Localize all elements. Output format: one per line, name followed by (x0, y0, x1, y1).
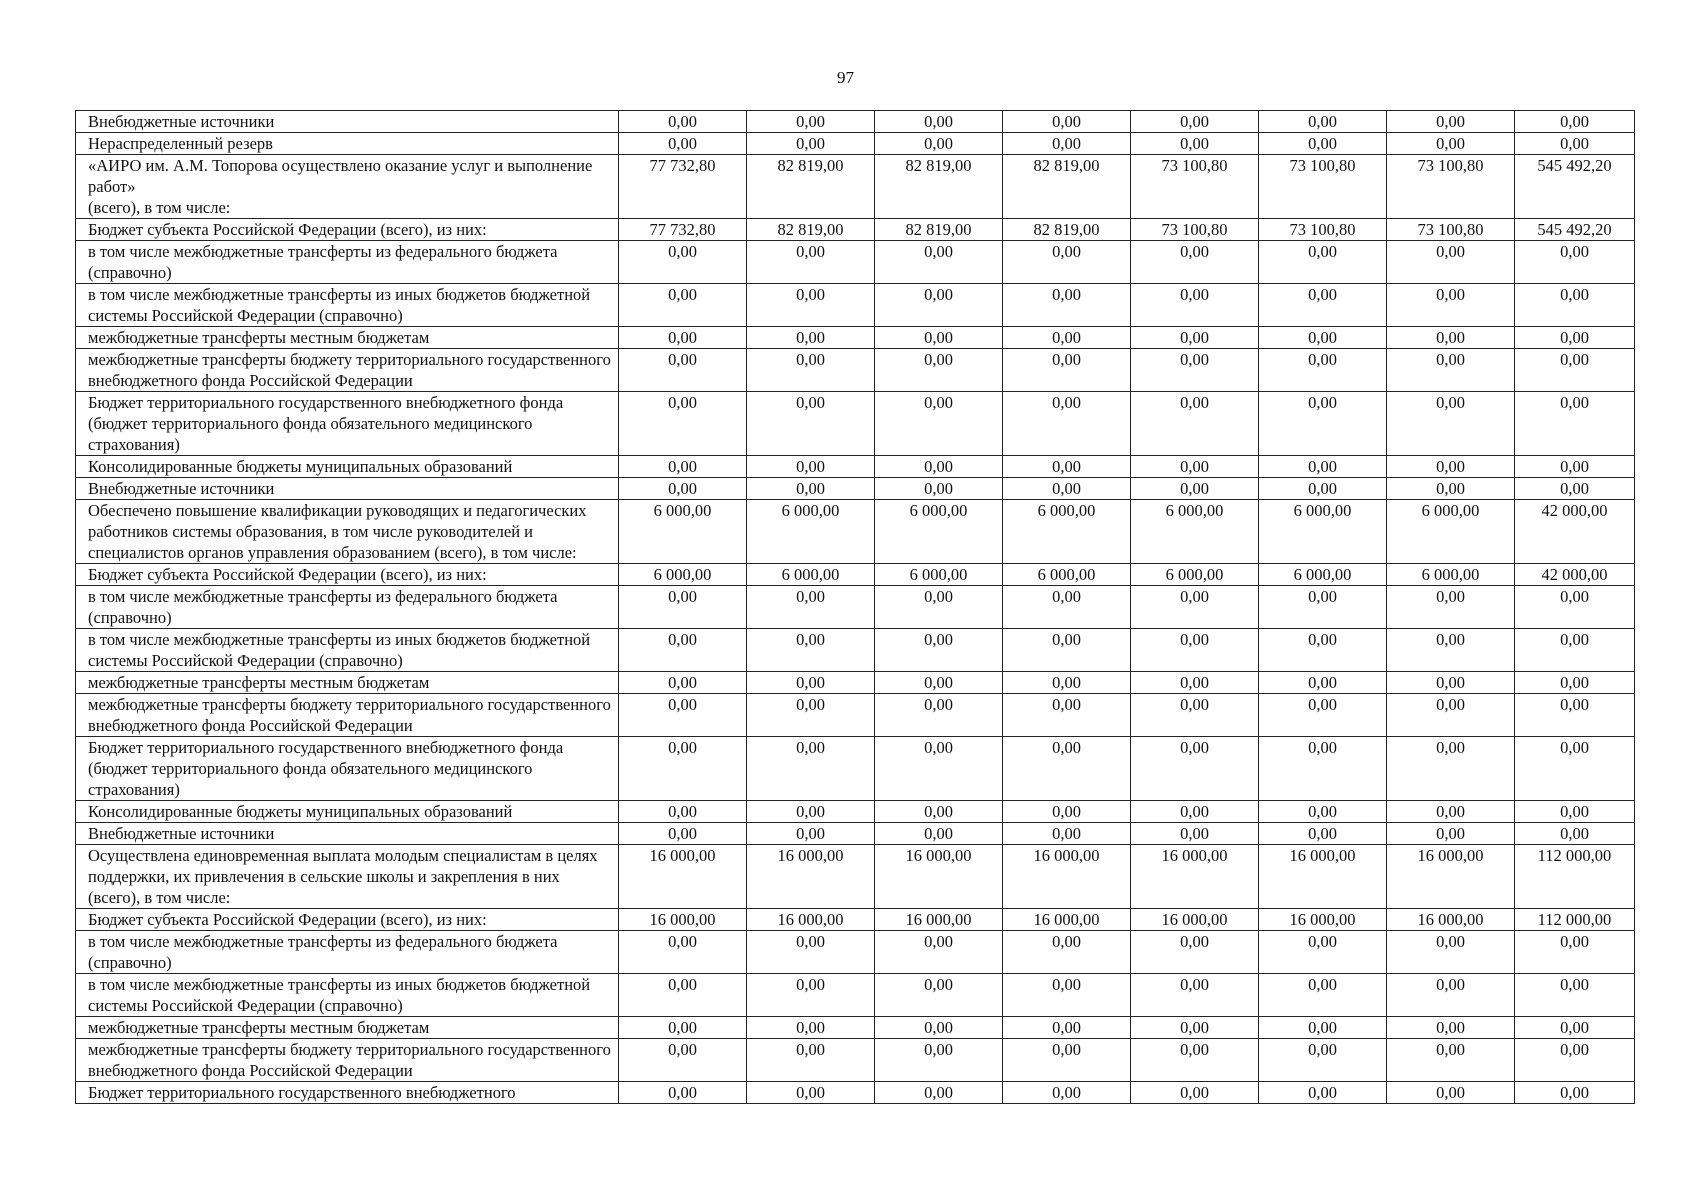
row-label: в том числе межбюджетные трансферты из федерального бюджета (справочно) (76, 931, 619, 974)
table-row (76, 586, 1635, 629)
value-cell: 0,00 (619, 327, 747, 349)
value-cell: 6 000,00 (875, 564, 1003, 586)
value-cell: 0,00 (1259, 737, 1387, 801)
value-cell: 0,00 (619, 931, 747, 974)
table-row (76, 478, 1635, 500)
value-cell: 0,00 (875, 241, 1003, 284)
page-number: 97 (837, 68, 854, 87)
table-row (76, 1039, 1635, 1082)
value-cell: 0,00 (875, 737, 1003, 801)
value-cell: 0,00 (875, 133, 1003, 155)
value-cell: 0,00 (1003, 823, 1131, 845)
value-cell: 0,00 (1131, 931, 1259, 974)
table-row (76, 801, 1635, 823)
value-cell: 6 000,00 (1003, 564, 1131, 586)
value-cell: 0,00 (1003, 672, 1131, 694)
row-label: Внебюджетные источники (76, 823, 619, 845)
value-cell: 0,00 (1387, 694, 1515, 737)
value-cell: 16 000,00 (1003, 845, 1131, 909)
value-cell: 42 000,00 (1515, 564, 1635, 586)
value-cell: 6 000,00 (747, 500, 875, 564)
value-cell: 16 000,00 (619, 845, 747, 909)
value-cell: 0,00 (1003, 133, 1131, 155)
row-label: Внебюджетные источники (76, 111, 619, 133)
value-cell: 0,00 (1131, 478, 1259, 500)
value-cell: 0,00 (1515, 349, 1635, 392)
value-cell: 77 732,80 (619, 155, 747, 219)
value-cell: 0,00 (747, 392, 875, 456)
value-cell: 0,00 (1259, 133, 1387, 155)
value-cell: 0,00 (1259, 111, 1387, 133)
table-row (76, 327, 1635, 349)
value-cell: 42 000,00 (1515, 500, 1635, 564)
value-cell: 0,00 (875, 1017, 1003, 1039)
value-cell: 0,00 (875, 586, 1003, 629)
value-cell: 0,00 (1387, 327, 1515, 349)
value-cell: 0,00 (1259, 823, 1387, 845)
value-cell: 0,00 (747, 111, 875, 133)
value-cell: 16 000,00 (875, 909, 1003, 931)
value-cell: 0,00 (1515, 1017, 1635, 1039)
value-cell: 16 000,00 (1131, 845, 1259, 909)
value-cell: 0,00 (1003, 111, 1131, 133)
value-cell: 0,00 (1515, 456, 1635, 478)
table-row (76, 1082, 1635, 1104)
value-cell: 0,00 (1003, 629, 1131, 672)
value-cell: 0,00 (875, 1039, 1003, 1082)
value-cell: 0,00 (1387, 801, 1515, 823)
value-cell: 0,00 (1387, 1039, 1515, 1082)
row-label: Обеспечено повышение квалификации руководящих и педагогических работников системы образования, в том числе руководителей и специалистов органов управления образованием (всего), в том числе: (76, 500, 619, 564)
value-cell: 0,00 (1387, 284, 1515, 327)
value-cell: 0,00 (747, 672, 875, 694)
value-cell: 0,00 (747, 586, 875, 629)
value-cell: 0,00 (1387, 456, 1515, 478)
value-cell: 0,00 (747, 133, 875, 155)
value-cell: 0,00 (747, 284, 875, 327)
value-cell: 82 819,00 (1003, 219, 1131, 241)
value-cell: 82 819,00 (1003, 155, 1131, 219)
row-label: Бюджет территориального государственного внебюджетного (76, 1082, 619, 1104)
table-row (76, 155, 1635, 219)
value-cell: 0,00 (619, 629, 747, 672)
value-cell: 0,00 (747, 737, 875, 801)
value-cell: 0,00 (1003, 349, 1131, 392)
value-cell: 0,00 (1259, 1082, 1387, 1104)
value-cell: 0,00 (875, 629, 1003, 672)
value-cell: 0,00 (1131, 349, 1259, 392)
value-cell: 0,00 (1003, 327, 1131, 349)
value-cell: 0,00 (1515, 931, 1635, 974)
table-row (76, 241, 1635, 284)
value-cell: 545 492,20 (1515, 219, 1635, 241)
value-cell: 0,00 (1387, 478, 1515, 500)
value-cell: 0,00 (1131, 1082, 1259, 1104)
value-cell: 16 000,00 (747, 845, 875, 909)
value-cell: 0,00 (1387, 133, 1515, 155)
value-cell: 0,00 (747, 327, 875, 349)
value-cell: 0,00 (1259, 974, 1387, 1017)
value-cell: 16 000,00 (1259, 845, 1387, 909)
value-cell: 0,00 (1131, 586, 1259, 629)
value-cell: 0,00 (619, 672, 747, 694)
value-cell: 73 100,80 (1387, 155, 1515, 219)
value-cell: 0,00 (1387, 586, 1515, 629)
value-cell: 0,00 (1259, 629, 1387, 672)
table-row (76, 349, 1635, 392)
value-cell: 0,00 (1003, 737, 1131, 801)
value-cell: 0,00 (1131, 327, 1259, 349)
value-cell: 0,00 (1515, 392, 1635, 456)
value-cell: 0,00 (1515, 284, 1635, 327)
row-label: «АИРО им. А.М. Топорова осуществлено оказание услуг и выполнение работ» (всего), в том числе: (76, 155, 619, 219)
value-cell: 112 000,00 (1515, 909, 1635, 931)
value-cell: 0,00 (747, 1017, 875, 1039)
value-cell: 0,00 (619, 456, 747, 478)
value-cell: 0,00 (875, 672, 1003, 694)
value-cell: 0,00 (1515, 478, 1635, 500)
value-cell: 0,00 (747, 478, 875, 500)
value-cell: 0,00 (1259, 349, 1387, 392)
table-row (76, 845, 1635, 909)
value-cell: 0,00 (1131, 111, 1259, 133)
row-label: в том числе межбюджетные трансферты из федерального бюджета (справочно) (76, 586, 619, 629)
value-cell: 0,00 (619, 801, 747, 823)
value-cell: 0,00 (1515, 327, 1635, 349)
value-cell: 0,00 (1259, 801, 1387, 823)
table-row (76, 500, 1635, 564)
value-cell: 0,00 (1259, 931, 1387, 974)
row-label: Внебюджетные источники (76, 478, 619, 500)
value-cell: 16 000,00 (619, 909, 747, 931)
value-cell: 0,00 (747, 629, 875, 672)
value-cell: 0,00 (875, 694, 1003, 737)
table-row (76, 909, 1635, 931)
value-cell: 0,00 (1387, 1017, 1515, 1039)
value-cell: 73 100,80 (1387, 219, 1515, 241)
value-cell: 0,00 (1387, 349, 1515, 392)
row-label: в том числе межбюджетные трансферты из иных бюджетов бюджетной системы Российской Федерации (справочно) (76, 974, 619, 1017)
value-cell: 0,00 (747, 1082, 875, 1104)
value-cell: 16 000,00 (747, 909, 875, 931)
value-cell: 0,00 (1003, 694, 1131, 737)
value-cell: 0,00 (619, 1082, 747, 1104)
budget-table-body (76, 111, 1635, 1104)
value-cell: 0,00 (619, 133, 747, 155)
value-cell: 0,00 (1003, 931, 1131, 974)
value-cell: 0,00 (619, 1017, 747, 1039)
value-cell: 0,00 (1003, 1017, 1131, 1039)
value-cell: 82 819,00 (875, 155, 1003, 219)
value-cell: 0,00 (875, 801, 1003, 823)
value-cell: 16 000,00 (1387, 845, 1515, 909)
budget-table (75, 110, 1635, 1104)
value-cell: 0,00 (619, 241, 747, 284)
value-cell: 0,00 (1131, 801, 1259, 823)
value-cell: 0,00 (1387, 737, 1515, 801)
value-cell: 0,00 (747, 823, 875, 845)
value-cell: 0,00 (1003, 241, 1131, 284)
table-row (76, 456, 1635, 478)
value-cell: 0,00 (1003, 284, 1131, 327)
value-cell: 0,00 (875, 392, 1003, 456)
value-cell: 0,00 (747, 931, 875, 974)
value-cell: 0,00 (1259, 456, 1387, 478)
value-cell: 0,00 (1387, 241, 1515, 284)
value-cell: 0,00 (1003, 974, 1131, 1017)
value-cell: 82 819,00 (747, 219, 875, 241)
value-cell: 0,00 (1259, 284, 1387, 327)
value-cell: 6 000,00 (619, 564, 747, 586)
value-cell: 6 000,00 (619, 500, 747, 564)
value-cell: 16 000,00 (1131, 909, 1259, 931)
value-cell: 0,00 (1131, 629, 1259, 672)
value-cell: 0,00 (1003, 392, 1131, 456)
value-cell: 6 000,00 (1131, 500, 1259, 564)
value-cell: 0,00 (1003, 1039, 1131, 1082)
table-row (76, 823, 1635, 845)
value-cell: 0,00 (1131, 672, 1259, 694)
value-cell: 0,00 (619, 974, 747, 1017)
value-cell: 6 000,00 (1387, 564, 1515, 586)
value-cell: 0,00 (1515, 672, 1635, 694)
value-cell: 0,00 (1003, 801, 1131, 823)
value-cell: 6 000,00 (1259, 564, 1387, 586)
value-cell: 0,00 (1003, 1082, 1131, 1104)
value-cell: 0,00 (747, 1039, 875, 1082)
value-cell: 0,00 (1387, 111, 1515, 133)
row-label: Консолидированные бюджеты муниципальных образований (76, 801, 619, 823)
row-label: Бюджет субъекта Российской Федерации (всего), из них: (76, 564, 619, 586)
value-cell: 0,00 (619, 284, 747, 327)
value-cell: 0,00 (747, 801, 875, 823)
value-cell: 0,00 (1515, 694, 1635, 737)
value-cell: 0,00 (747, 974, 875, 1017)
row-label: Бюджет субъекта Российской Федерации (всего), из них: (76, 909, 619, 931)
value-cell: 6 000,00 (747, 564, 875, 586)
value-cell: 0,00 (1515, 586, 1635, 629)
value-cell: 0,00 (875, 284, 1003, 327)
table-row (76, 392, 1635, 456)
value-cell: 0,00 (619, 586, 747, 629)
value-cell: 16 000,00 (1387, 909, 1515, 931)
table-row (76, 1017, 1635, 1039)
value-cell: 0,00 (1387, 629, 1515, 672)
value-cell: 0,00 (1515, 241, 1635, 284)
value-cell: 0,00 (1515, 737, 1635, 801)
table-row (76, 737, 1635, 801)
value-cell: 0,00 (1515, 111, 1635, 133)
value-cell: 0,00 (1131, 974, 1259, 1017)
value-cell: 0,00 (1131, 284, 1259, 327)
value-cell: 0,00 (1131, 133, 1259, 155)
value-cell: 0,00 (1515, 974, 1635, 1017)
value-cell: 82 819,00 (747, 155, 875, 219)
row-label: в том числе межбюджетные трансферты из федерального бюджета (справочно) (76, 241, 619, 284)
value-cell: 6 000,00 (1259, 500, 1387, 564)
value-cell: 0,00 (1515, 801, 1635, 823)
value-cell: 0,00 (875, 456, 1003, 478)
value-cell: 77 732,80 (619, 219, 747, 241)
table-row (76, 284, 1635, 327)
value-cell: 0,00 (1515, 1039, 1635, 1082)
value-cell: 6 000,00 (1387, 500, 1515, 564)
value-cell: 0,00 (619, 737, 747, 801)
table-row (76, 931, 1635, 974)
table-row (76, 219, 1635, 241)
value-cell: 0,00 (619, 1039, 747, 1082)
value-cell: 0,00 (875, 1082, 1003, 1104)
value-cell: 0,00 (1131, 1017, 1259, 1039)
table-row (76, 694, 1635, 737)
value-cell: 0,00 (619, 111, 747, 133)
value-cell: 16 000,00 (1003, 909, 1131, 931)
table-row (76, 564, 1635, 586)
table-row (76, 629, 1635, 672)
row-label: межбюджетные трансферты местным бюджетам (76, 327, 619, 349)
value-cell: 0,00 (1387, 931, 1515, 974)
value-cell: 0,00 (875, 111, 1003, 133)
value-cell: 0,00 (875, 931, 1003, 974)
row-label: Нераспределенный резерв (76, 133, 619, 155)
row-label: Консолидированные бюджеты муниципальных образований (76, 456, 619, 478)
value-cell: 0,00 (1003, 478, 1131, 500)
value-cell: 0,00 (1259, 478, 1387, 500)
value-cell: 0,00 (619, 349, 747, 392)
value-cell: 6 000,00 (1003, 500, 1131, 564)
row-label: межбюджетные трансферты местным бюджетам (76, 672, 619, 694)
value-cell: 16 000,00 (1259, 909, 1387, 931)
value-cell: 0,00 (875, 478, 1003, 500)
value-cell: 16 000,00 (875, 845, 1003, 909)
value-cell: 0,00 (875, 327, 1003, 349)
value-cell: 0,00 (1003, 586, 1131, 629)
value-cell: 0,00 (1515, 1082, 1635, 1104)
value-cell: 0,00 (619, 823, 747, 845)
value-cell: 73 100,80 (1259, 219, 1387, 241)
value-cell: 0,00 (619, 694, 747, 737)
value-cell: 0,00 (875, 823, 1003, 845)
value-cell: 0,00 (1387, 672, 1515, 694)
row-label: Осуществлена единовременная выплата молодым специалистам в целях поддержки, их привлечения в сельские школы и закрепления в них (всего), в том числе: (76, 845, 619, 909)
row-label: межбюджетные трансферты бюджету территориального государственного внебюджетного фонда Российской Федерации (76, 694, 619, 737)
value-cell: 0,00 (747, 241, 875, 284)
value-cell: 112 000,00 (1515, 845, 1635, 909)
value-cell: 0,00 (1387, 392, 1515, 456)
value-cell: 0,00 (1003, 456, 1131, 478)
value-cell: 0,00 (1131, 241, 1259, 284)
row-label: Бюджет субъекта Российской Федерации (всего), из них: (76, 219, 619, 241)
value-cell: 0,00 (747, 694, 875, 737)
value-cell: 82 819,00 (875, 219, 1003, 241)
value-cell: 0,00 (1515, 133, 1635, 155)
value-cell: 0,00 (1259, 327, 1387, 349)
value-cell: 0,00 (1131, 1039, 1259, 1082)
value-cell: 0,00 (747, 456, 875, 478)
row-label: межбюджетные трансферты бюджету территориального государственного внебюджетного фонда Российской Федерации (76, 1039, 619, 1082)
row-label: в том числе межбюджетные трансферты из иных бюджетов бюджетной системы Российской Федерации (справочно) (76, 284, 619, 327)
value-cell: 0,00 (875, 974, 1003, 1017)
value-cell: 0,00 (1259, 392, 1387, 456)
value-cell: 0,00 (619, 478, 747, 500)
table-row (76, 111, 1635, 133)
value-cell: 0,00 (875, 349, 1003, 392)
value-cell: 73 100,80 (1259, 155, 1387, 219)
value-cell: 0,00 (1515, 823, 1635, 845)
value-cell: 0,00 (1131, 737, 1259, 801)
value-cell: 0,00 (1131, 392, 1259, 456)
row-label: межбюджетные трансферты бюджету территориального государственного внебюджетного фонда Российской Федерации (76, 349, 619, 392)
value-cell: 0,00 (1515, 629, 1635, 672)
value-cell: 0,00 (1259, 672, 1387, 694)
row-label: межбюджетные трансферты местным бюджетам (76, 1017, 619, 1039)
table-row (76, 133, 1635, 155)
value-cell: 0,00 (1259, 1039, 1387, 1082)
value-cell: 0,00 (1387, 823, 1515, 845)
value-cell: 0,00 (1131, 694, 1259, 737)
row-label: в том числе межбюджетные трансферты из иных бюджетов бюджетной системы Российской Федерации (справочно) (76, 629, 619, 672)
row-label: Бюджет территориального государственного внебюджетного фонда (бюджет территориального фонда обязательного медицинского страхования) (76, 737, 619, 801)
value-cell: 0,00 (1387, 1082, 1515, 1104)
value-cell: 0,00 (1131, 823, 1259, 845)
value-cell: 0,00 (619, 392, 747, 456)
value-cell: 0,00 (1259, 586, 1387, 629)
table-row (76, 672, 1635, 694)
value-cell: 545 492,20 (1515, 155, 1635, 219)
value-cell: 6 000,00 (1131, 564, 1259, 586)
value-cell: 0,00 (1259, 1017, 1387, 1039)
value-cell: 6 000,00 (875, 500, 1003, 564)
value-cell: 73 100,80 (1131, 155, 1259, 219)
value-cell: 0,00 (1259, 694, 1387, 737)
value-cell: 73 100,80 (1131, 219, 1259, 241)
value-cell: 0,00 (1387, 974, 1515, 1017)
value-cell: 0,00 (747, 349, 875, 392)
table-row (76, 974, 1635, 1017)
row-label: Бюджет территориального государственного внебюджетного фонда (бюджет территориального фонда обязательного медицинского страхования) (76, 392, 619, 456)
value-cell: 0,00 (1259, 241, 1387, 284)
value-cell: 0,00 (1131, 456, 1259, 478)
